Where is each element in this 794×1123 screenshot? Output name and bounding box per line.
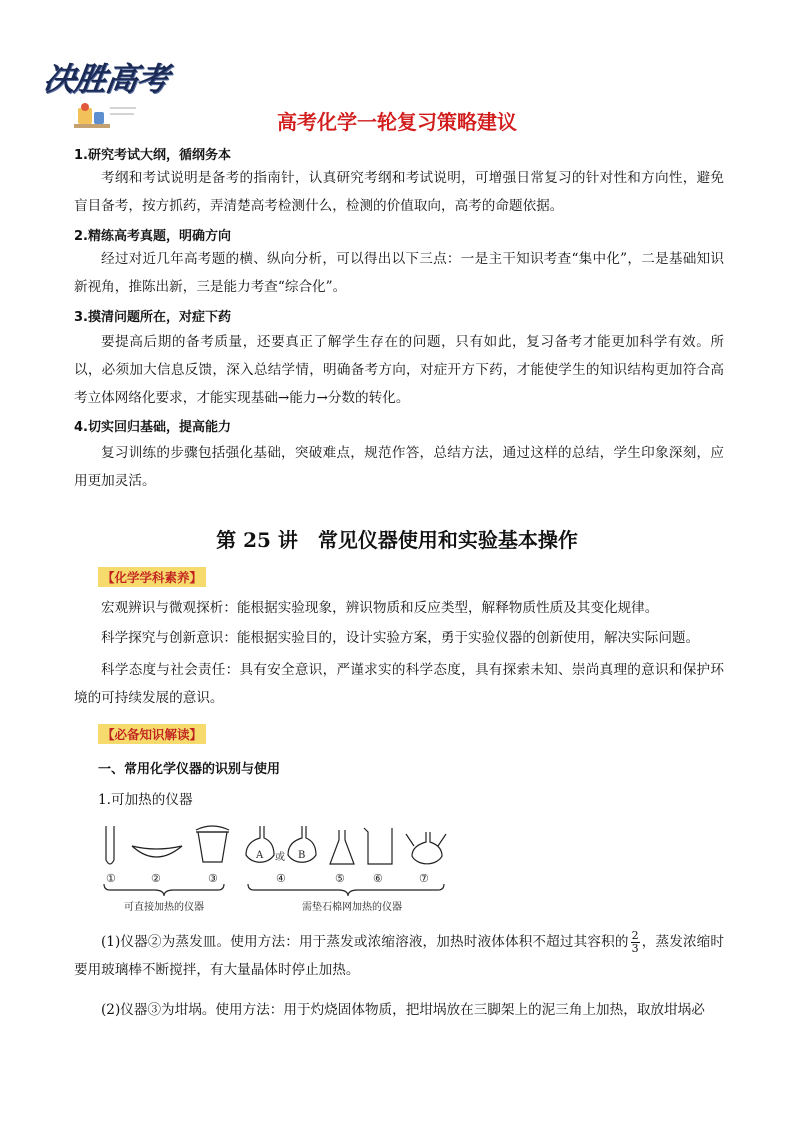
evaporating-dish-icon bbox=[132, 846, 182, 857]
item-1 bbox=[74, 928, 724, 984]
fraction bbox=[631, 930, 640, 955]
test-tube-icon bbox=[106, 826, 114, 864]
literacy-item-2: 科学探究与创新意识：能根据实验目的，设计实验方案，勇于实验仪器的创新使用，解决实际问题。 bbox=[101, 630, 700, 646]
instrument-label: ① bbox=[106, 872, 116, 885]
instrument-label: ② bbox=[151, 872, 161, 885]
instrument-label: ⑤ bbox=[335, 872, 345, 885]
strategy-text-2: 经过对近几年高考题的横、纵向分析，可以得出以下三点：一是主干知识考查“集中化”，二是基础知识新视角，推陈出新，三是能力考查“综合化”。 bbox=[74, 251, 724, 295]
strategy-text-4: 复习训练的步骤包括强化基础，突破难点，规范作答，总结方法，通过这样的总结，学生印象深刻，应用更加灵活。 bbox=[74, 445, 724, 489]
flask-a-label: A bbox=[256, 850, 264, 861]
section-heading: 一、常用化学仪器的识别与使用 bbox=[98, 762, 281, 777]
instrument-label: ⑥ bbox=[373, 872, 383, 885]
strategy-heading-1: 1.研究考试大纲，循纲务本 bbox=[74, 148, 231, 163]
crucible-icon bbox=[198, 832, 227, 862]
strategy-heading-2: 2.精练高考真题，明确方向 bbox=[74, 229, 231, 244]
instrument-label: ⑦ bbox=[419, 872, 429, 885]
item-2: (2)仪器③为坩埚。使用方法：用于灼烧固体物质，把坩埚放在三脚架上的泥三角上加热，取放坩埚必 bbox=[101, 1002, 705, 1018]
fraction-numerator: 2 bbox=[631, 929, 639, 942]
group2-caption: 需垫石棉网加热的仪器 bbox=[302, 902, 402, 913]
logo-text: 决胜高考 bbox=[41, 60, 171, 98]
strategy-heading-3: 3.摸清问题所在，对症下药 bbox=[74, 310, 231, 325]
or-label: 或 bbox=[275, 852, 285, 863]
three-neck-flask-icon bbox=[406, 832, 446, 864]
conical-flask-icon bbox=[330, 830, 354, 864]
item-1-before: (1)仪器②为蒸发皿。使用方法：用于蒸发或浓缩溶液，加热时液体体积不超过其容积的 bbox=[101, 934, 629, 950]
flask-b-label: B bbox=[298, 850, 306, 861]
instrument-figure bbox=[98, 820, 458, 916]
bracket-group-2 bbox=[248, 884, 444, 896]
strategy-text-3: 要提高后期的备考质量，还要真正了解学生存在的问题，只有如此，复习备考才能更加科学有效。所以，必须加大信息反馈，深入总结学情，明确备考方向，对症开方下药，才能使学生的知识结构更加符合高考立体网络化要求，才能实现基础→能力→分数的转化。 bbox=[74, 334, 724, 406]
lecture-title: 第 25 讲 常见仪器使用和实验基本操作 bbox=[216, 528, 578, 552]
group1-caption: 可直接加热的仪器 bbox=[124, 902, 204, 913]
beaker-icon bbox=[364, 828, 392, 864]
instrument-label: ③ bbox=[208, 872, 218, 885]
strategy-text-1: 考纲和考试说明是备考的指南针，认真研究考纲和考试说明，可增强日常复习的针对性和方向性，避免盲目备考，按方抓药，弄清楚高考检测什么，检测的价值取向，高考的命题依据。 bbox=[74, 170, 724, 214]
subsection-heading: 1.可加热的仪器 bbox=[98, 792, 193, 808]
knowledge-tag: 【必备知识解读】 bbox=[98, 724, 206, 744]
literacy-item-1: 宏观辨识与微观探析：能根据实验现象，辨识物质和反应类型，解释物质性质及其变化规律。 bbox=[101, 600, 659, 616]
literacy-item-3: 科学态度与社会责任：具有安全意识，严谨求实的科学态度，具有探索未知、崇尚真理的意识和保护环境的可持续发展的意识。 bbox=[74, 662, 724, 706]
instrument-label: ④ bbox=[276, 872, 286, 885]
strategy-heading-4: 4.切实回归基础，提高能力 bbox=[74, 420, 231, 435]
literacy-tag: 【化学学科素养】 bbox=[98, 567, 206, 587]
bracket-group-1 bbox=[104, 884, 224, 896]
item-1-after: ，蒸发浓缩时要用玻璃棒不断搅拌，有大量晶体时停止加热。 bbox=[74, 934, 725, 978]
fraction-denominator: 3 bbox=[631, 942, 639, 955]
page-title: 高考化学一轮复习策略建议 bbox=[277, 110, 517, 134]
